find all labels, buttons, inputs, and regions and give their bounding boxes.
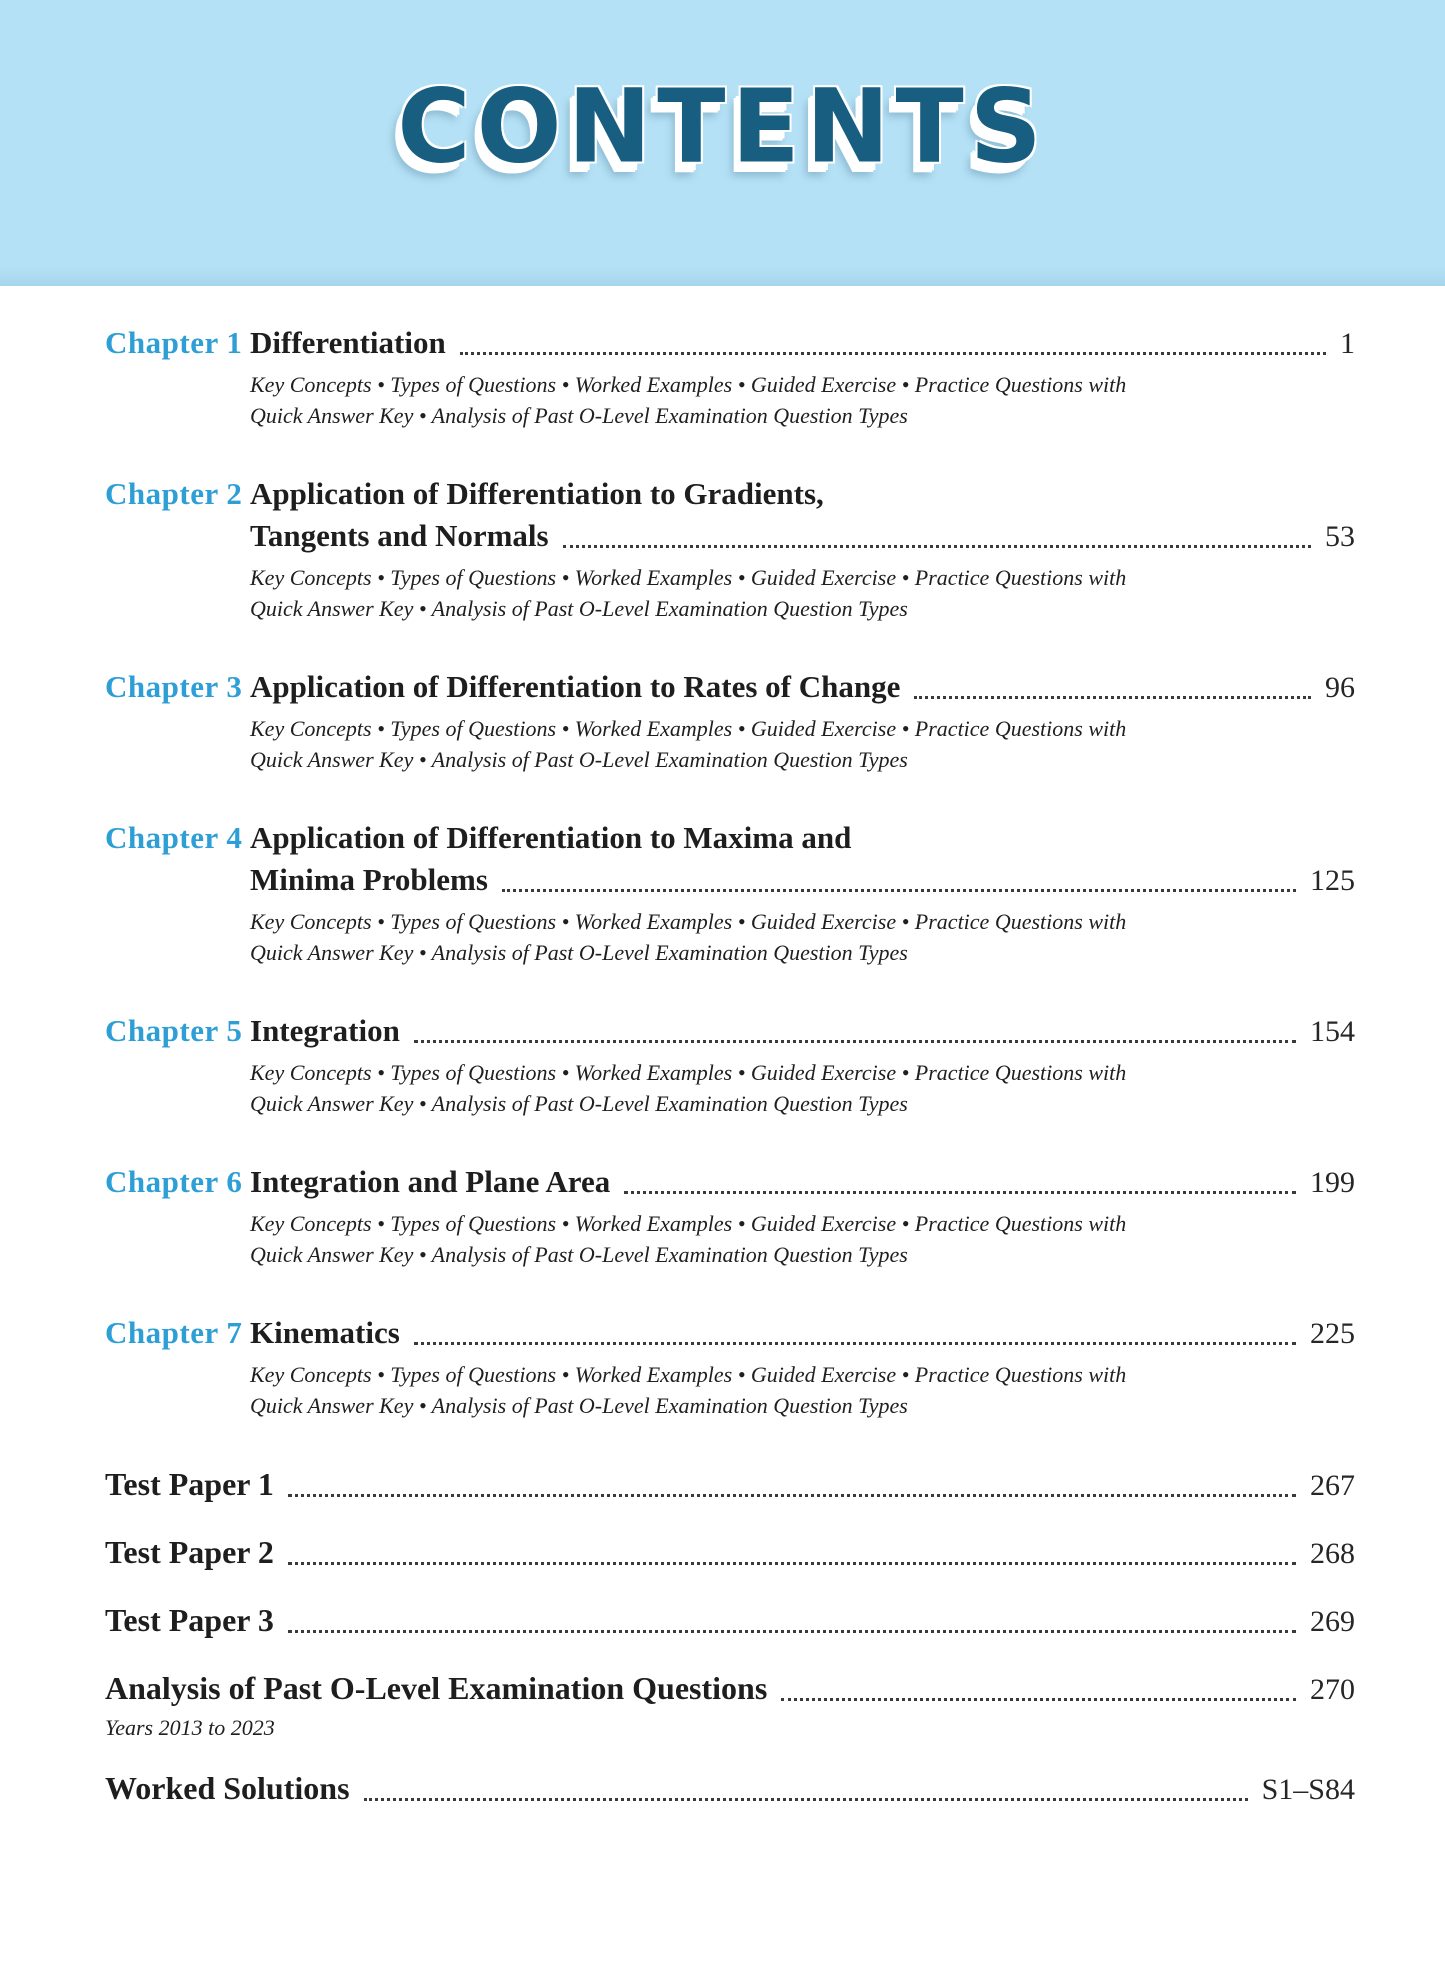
chapter-title-row (250, 1161, 1355, 1204)
page-number: 1 (1340, 327, 1355, 360)
chapter-body (250, 1312, 1355, 1421)
page-title: CONTENTS (397, 66, 1048, 186)
chapter-subtitle-line2: Quick Answer Key • Analysis of Past O-Level Examination Question Types (250, 403, 908, 428)
dot-leader (414, 1040, 1296, 1043)
toc-extra-entry (105, 1667, 1355, 1743)
chapter-title: Differentiation (250, 325, 446, 360)
toc-chapter-entry (105, 1010, 1355, 1119)
extra-title: Test Paper 1 (105, 1466, 274, 1502)
dot-leader (288, 1562, 1296, 1565)
chapter-title-row (250, 1312, 1355, 1355)
extra-title-row (105, 1767, 1355, 1811)
extra-title-row (105, 1599, 1355, 1643)
dot-leader (460, 352, 1326, 355)
page-number: 154 (1310, 1015, 1355, 1048)
header-band (0, 0, 1445, 286)
chapter-body (250, 817, 1355, 968)
extra-title-row (105, 1667, 1355, 1711)
chapter-label: Chapter 7 (105, 1315, 243, 1350)
chapter-title-line1: Application of Differentiation to Maxima and (250, 820, 852, 855)
chapter-subtitle-line2: Quick Answer Key • Analysis of Past O-Level Examination Question Types (250, 747, 908, 772)
chapter-title: Minima Problems (250, 862, 488, 897)
dot-leader (914, 696, 1311, 699)
chapter-title: Kinematics (250, 1315, 400, 1350)
extra-title: Analysis of Past O-Level Examination Questions (105, 1670, 768, 1706)
page-number: S1–S84 (1261, 1773, 1355, 1806)
page-number: 125 (1310, 864, 1355, 897)
toc-extra-entry (105, 1463, 1355, 1507)
chapter-body (250, 1161, 1355, 1270)
toc-extra-entry (105, 1531, 1355, 1575)
chapter-subtitle-line2: Quick Answer Key • Analysis of Past O-Level Examination Question Types (250, 596, 908, 621)
chapter-title: Integration (250, 1013, 400, 1048)
chapter-subtitle-line2: Quick Answer Key • Analysis of Past O-Level Examination Question Types (250, 1242, 908, 1267)
extra-note: Years 2013 to 2023 (105, 1715, 275, 1740)
chapter-subtitle-line1: Key Concepts • Types of Questions • Worked Examples • Guided Exercise • Practice Questions with (250, 372, 1127, 397)
extra-title-row (105, 1463, 1355, 1507)
chapter-subtitle-line1: Key Concepts • Types of Questions • Worked Examples • Guided Exercise • Practice Questions with (250, 1211, 1127, 1236)
table-of-contents (0, 286, 1445, 1811)
chapter-list (105, 322, 1355, 1421)
chapter-body (250, 322, 1355, 431)
page-number: 268 (1310, 1537, 1355, 1570)
chapter-label: Chapter 6 (105, 1164, 243, 1199)
chapter-title: Application of Differentiation to Rates of Change (250, 669, 901, 704)
dot-leader (624, 1191, 1296, 1194)
page-number: 267 (1310, 1469, 1355, 1502)
chapter-subtitle-line1: Key Concepts • Types of Questions • Worked Examples • Guided Exercise • Practice Questions with (250, 1060, 1127, 1085)
chapter-label: Chapter 4 (105, 820, 243, 855)
chapter-body (250, 473, 1355, 624)
page-number: 270 (1310, 1673, 1355, 1706)
page-number: 199 (1310, 1166, 1355, 1199)
dot-leader (781, 1698, 1296, 1701)
extra-title: Test Paper 2 (105, 1534, 274, 1570)
toc-chapter-entry (105, 666, 1355, 775)
toc-chapter-entry (105, 473, 1355, 624)
chapter-subtitle-line1: Key Concepts • Types of Questions • Worked Examples • Guided Exercise • Practice Questions with (250, 909, 1127, 934)
chapter-subtitle-line2: Quick Answer Key • Analysis of Past O-Level Examination Question Types (250, 1393, 908, 1418)
toc-chapter-entry (105, 1312, 1355, 1421)
dot-leader (288, 1494, 1296, 1497)
toc-chapter-entry (105, 322, 1355, 431)
chapter-subtitle-line1: Key Concepts • Types of Questions • Worked Examples • Guided Exercise • Practice Questions with (250, 1362, 1127, 1387)
page-number: 225 (1310, 1317, 1355, 1350)
chapter-label: Chapter 3 (105, 669, 243, 704)
dot-leader (288, 1630, 1296, 1633)
chapter-title-row (250, 1010, 1355, 1053)
dot-leader (364, 1798, 1248, 1801)
toc-extra-entry (105, 1599, 1355, 1643)
chapter-subtitle-line1: Key Concepts • Types of Questions • Worked Examples • Guided Exercise • Practice Questions with (250, 716, 1127, 741)
page-number: 53 (1325, 520, 1355, 553)
chapter-subtitle-line1: Key Concepts • Types of Questions • Worked Examples • Guided Exercise • Practice Questions with (250, 565, 1127, 590)
chapter-subtitle-line2: Quick Answer Key • Analysis of Past O-Level Examination Question Types (250, 940, 908, 965)
dot-leader (414, 1342, 1296, 1345)
chapter-body (250, 666, 1355, 775)
chapter-title-line1: Application of Differentiation to Gradients, (250, 476, 824, 511)
chapter-body (250, 1010, 1355, 1119)
chapter-title-row (250, 666, 1355, 709)
toc-chapter-entry (105, 817, 1355, 968)
chapter-label: Chapter 5 (105, 1013, 243, 1048)
extra-list (105, 1463, 1355, 1811)
chapter-title-row (250, 859, 1355, 902)
chapter-title-row (250, 515, 1355, 558)
extra-title-row (105, 1531, 1355, 1575)
chapter-title: Integration and Plane Area (250, 1164, 611, 1199)
toc-extra-entry (105, 1767, 1355, 1811)
chapter-title: Tangents and Normals (250, 518, 549, 553)
chapter-subtitle-line2: Quick Answer Key • Analysis of Past O-Level Examination Question Types (250, 1091, 908, 1116)
dot-leader (563, 545, 1311, 548)
page-number: 96 (1325, 671, 1355, 704)
toc-chapter-entry (105, 1161, 1355, 1270)
chapter-title-row (250, 322, 1355, 365)
chapter-label: Chapter 2 (105, 476, 243, 511)
dot-leader (502, 889, 1296, 892)
extra-title: Worked Solutions (105, 1770, 350, 1806)
page-number: 269 (1310, 1605, 1355, 1638)
chapter-label: Chapter 1 (105, 325, 243, 360)
extra-title: Test Paper 3 (105, 1602, 274, 1638)
